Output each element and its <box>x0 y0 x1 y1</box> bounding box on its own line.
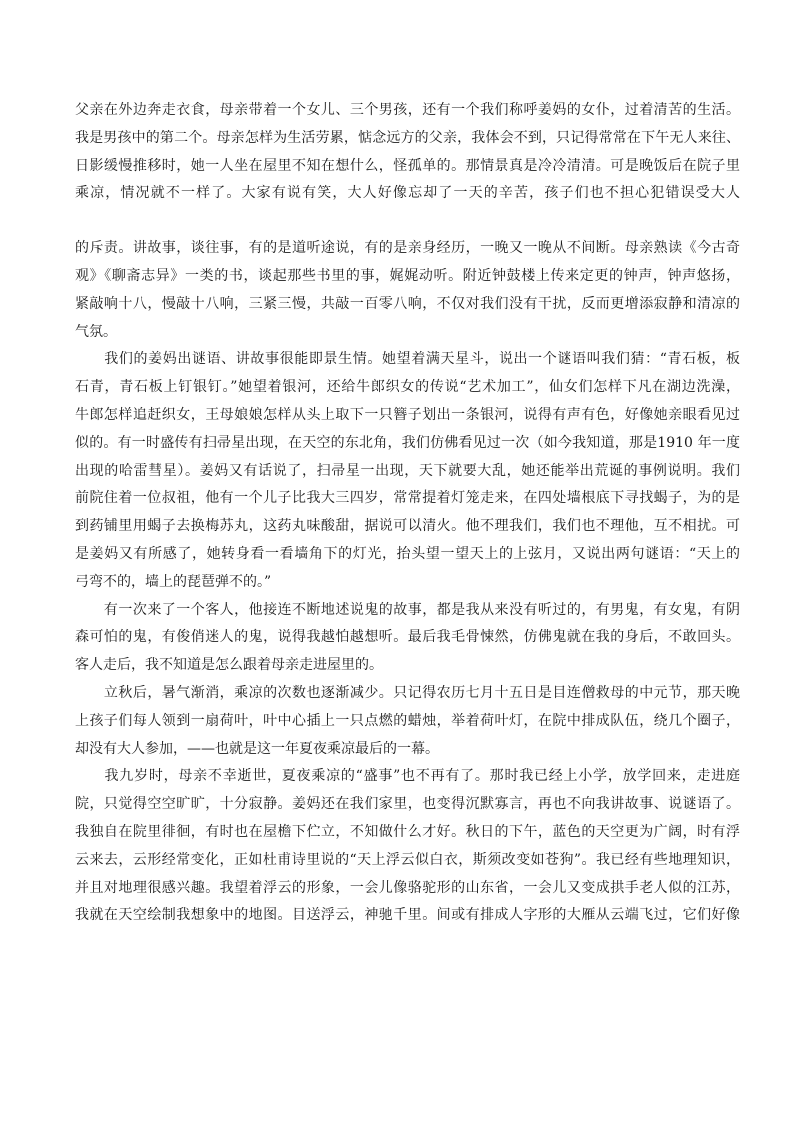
text-line: 我是男孩中的第二个。母亲怎样为生活劳累，惦念远方的父亲，我体会不到，只记得常常在下午无人来往、 <box>75 129 740 146</box>
text-line: 客人走后，我不知道是怎么跟着母亲走进屋里的。 <box>75 657 383 674</box>
text-line: 弓弯不的，墙上的琵琶弹不的。” <box>75 573 272 590</box>
text-line: 院，只觉得空空旷旷，十分寂静。姜妈还在我们家里，也变得沉默寡言，再也不向我讲故事、说谜语了。 <box>75 796 740 813</box>
text-line: 观》《聊斋志异》一类的书，谈起那些书里的事，娓娓动听。附近钟鼓楼上传来定更的钟声，钟声悠扬， <box>75 267 740 284</box>
text-line: 似的。有一时盛传有扫帚星出现，在天空的东北角，我们仿佛看见过一次（如今我知道，那是1910 年一度 <box>75 434 740 451</box>
text-line: 有一次来了一个客人，他接连不断地述说鬼的故事，都是我从来没有听过的，有男鬼，有女鬼，有阴 <box>75 601 740 618</box>
text-line: 我们的姜妈出谜语、讲故事很能即景生情。她望着满天星斗，说出一个谜语叫我们猜：“青石板，板 <box>75 351 740 368</box>
text-line: 乘凉，情况就不一样了。大家有说有笑，大人好像忘却了一天的辛苦，孩子们也不担心犯错误受大人 <box>75 185 740 202</box>
document-page <box>75 97 740 930</box>
text-line: 父亲在外边奔走衣食，母亲带着一个女儿、三个男孩，还有一个我们称呼姜妈的女仆，过着清苦的生活。 <box>75 102 740 118</box>
text-line: 紧敲响十八，慢敲十八响，三紧三慢，共敲一百零八响，不仅对我们没有干扰，反而更增添寂静和清凉的 <box>75 295 740 312</box>
text-line: 气氛。 <box>75 323 117 340</box>
text-line: 我就在天空绘制我想象中的地图。目送浮云，神驰千里。间或有排成人字形的大雁从云端飞过，它们好像 <box>75 907 740 924</box>
text-line: 牛郎怎样追赶织女，王母娘娘怎样从头上取下一只簪子划出一条银河，说得有声有色，好像她亲眼看见过 <box>75 406 740 423</box>
page-break-gap <box>75 208 740 235</box>
text-line: 前院住着一位叔祖，他有一个儿子比我大三四岁，常常提着灯笼走来，在四处墙根底下寻找蝎子，为的是 <box>75 490 740 507</box>
text-line: 我九岁时，母亲不幸逝世，夏夜乘凉的“盛事”也不再有了。那时我已经上小学，放学回来，走进庭 <box>75 768 740 785</box>
text-line: 森可怕的鬼，有俊俏迷人的鬼，说得我越怕越想听。最后我毛骨悚然，仿佛鬼就在我的身后，不敢回头。 <box>75 629 740 646</box>
text-line: 并且对地理很感兴趣。我望着浮云的形象，一会儿像骆驼形的山东省，一会儿又变成拱手老人似的江苏， <box>75 879 740 896</box>
text-line: 出现的哈雷彗星）。姜妈又有话说了，扫帚星一出现，天下就要大乱，她还能举出荒诞的事例说明。我们 <box>75 462 740 479</box>
text-line: 日影缓慢推移时，她一人坐在屋里不知在想什么，怪孤单的。那情景真是冷冷清清。可是晚饭后在院子里 <box>75 157 740 174</box>
text-line: 云来去，云形经常变化，正如杜甫诗里说的“天上浮云似白衣，斯须改变如苍狗”。我已经有些地理知识， <box>75 851 740 868</box>
text-line: 石青，青石板上钉银钉。”她望着银河，还给牛郎织女的传说“艺术加工”，仙女们怎样下凡在湖边洗澡， <box>75 379 740 396</box>
text-line: 是姜妈又有所感了，她转身看一看墙角下的灯光，抬头望一望天上的上弦月，又说出两句谜语：“天上的 <box>75 545 740 562</box>
text-line: 却没有大人参加，——也就是这一年夏夜乘凉最后的一幕。 <box>75 740 439 757</box>
text-line: 我独自在院里徘徊，有时也在屋檐下伫立，不知做什么才好。秋日的下午，蓝色的天空更为广阔，时有浮 <box>75 823 740 840</box>
text-line: 立秋后，暑气渐消，乘凉的次数也逐渐减少。只记得农历七月十五日是目连僧救母的中元节，那天晚 <box>75 684 740 701</box>
text-line: 上孩子们每人领到一扇荷叶，叶中心插上一只点燃的蜡烛，举着荷叶灯，在院中排成队伍，绕几个圈子， <box>75 712 740 729</box>
text-line: 的斥责。讲故事，谈往事，有的是道听途说，有的是亲身经历，一晚又一晚从不间断。母亲熟读《今古奇 <box>75 240 740 257</box>
text-line: 到药铺里用蝎子去换梅苏丸，这药丸味酸甜，据说可以清火。他不理我们，我们也不理他，互不相扰。可 <box>75 518 740 535</box>
